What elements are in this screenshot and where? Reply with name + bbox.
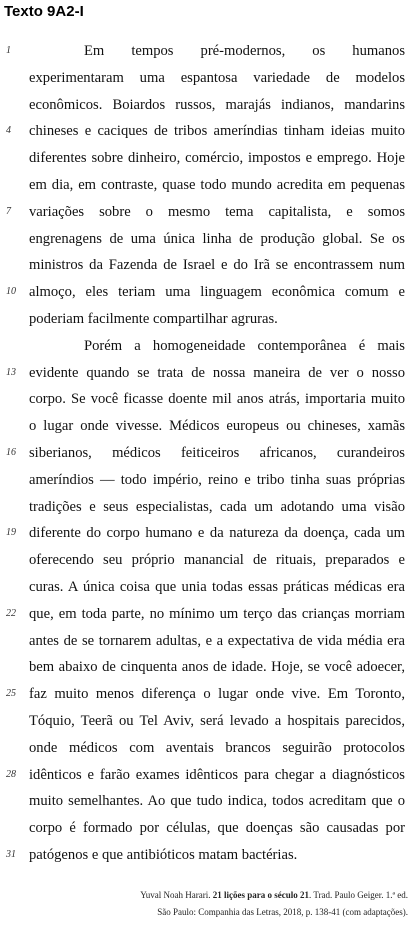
- line-number: 25: [6, 688, 16, 700]
- line-number: 19: [6, 527, 16, 539]
- line-text: bem abaixo de cinquenta anos de idade. Hoje, se você adoecer,: [29, 659, 405, 676]
- text-line: [0, 681, 413, 708]
- text-line: [0, 628, 413, 655]
- text-line: [0, 440, 413, 467]
- line-number: 1: [6, 45, 11, 56]
- line-text: poderiam facilmente compartilhar agruras.: [29, 310, 278, 327]
- line-number: 13: [6, 366, 16, 378]
- source-citation: [108, 887, 408, 921]
- text-line: [0, 279, 413, 306]
- line-text: diferentes sobre dinheiro, comércio, impostos e emprego. Hoje: [29, 150, 405, 167]
- text-line: [0, 199, 413, 226]
- line-number: 31: [6, 848, 16, 860]
- line-text: ministros da Fazenda de Israel e do Irã se encontrassem num: [29, 257, 405, 274]
- line-text: diferente do corpo humano e da natureza da doença, cada um: [29, 525, 405, 542]
- text-line: [0, 788, 413, 815]
- text-line: [0, 386, 413, 413]
- line-text: experimentaram uma espantosa variedade de modelos: [29, 69, 405, 86]
- source-edition: . Trad. Paulo Geiger. 1.ª ed.: [309, 890, 408, 900]
- line-text: que, em toda parte, no mínimo um terço das crianças morriam: [29, 605, 405, 622]
- line-text: Em tempos pré-modernos, os humanos: [84, 43, 405, 59]
- line-text: evidente quando se trata de nossa maneira de ver o nosso: [29, 364, 405, 381]
- text-line: [0, 306, 413, 333]
- text-line: [0, 92, 413, 119]
- line-text: econômicos. Boiardos russos, marajás indianos, mandarins: [29, 96, 405, 113]
- text-line: [0, 494, 413, 521]
- text-line: [0, 118, 413, 145]
- text-line: [0, 574, 413, 601]
- text-line: [0, 842, 413, 869]
- text-line: [0, 762, 413, 789]
- line-text: onde médicos com aventais brancos seguirão protocolos: [29, 739, 405, 756]
- line-text: engrenagens de uma única linha de produção global. Se os: [29, 230, 405, 247]
- line-text: corpo. Se você ficasse doente mil anos atrás, importaria muito: [29, 391, 405, 408]
- text-line: [0, 252, 413, 279]
- line-text: idênticos e farão exames idênticos para chegar a diagnósticos: [29, 766, 405, 783]
- text-line: [0, 547, 413, 574]
- text-line: [0, 226, 413, 253]
- line-text: ameríndios — todo império, reino e tribo tinha suas próprias: [29, 471, 405, 488]
- text-line: [0, 360, 413, 387]
- text-line: [0, 654, 413, 681]
- text-title: Texto 9A2-I: [4, 3, 84, 20]
- line-number: 22: [6, 607, 16, 619]
- line-text: oferecendo seu próprio manancial de rituais, preparados e: [29, 552, 405, 569]
- line-text: almoço, eles teriam uma linguagem econômica comum e: [29, 284, 405, 301]
- line-text: variações sobre o mesmo tema capitalista, e somos: [29, 203, 405, 220]
- text-line: [0, 413, 413, 440]
- source-book-title: 21 lições para o século 21: [212, 890, 310, 900]
- line-number: 4: [6, 125, 11, 137]
- text-line: [0, 172, 413, 199]
- line-text: antes de se tornarem adultas, e a expectativa de vida média era: [29, 632, 405, 649]
- line-text: muito semelhantes. Ao que tudo indica, todos acreditam que o: [29, 793, 405, 810]
- line-number: 16: [6, 446, 16, 458]
- text-line: [0, 708, 413, 735]
- line-text: tradições e seus especialistas, cada um adotando uma visão: [29, 498, 405, 515]
- line-text: siberianos, médicos feiticeiros africanos, curandeiros: [29, 444, 405, 461]
- line-text: patógenos e que antibióticos matam bactérias.: [29, 846, 298, 863]
- text-line: [0, 38, 413, 65]
- text-line: [0, 815, 413, 842]
- text-line: [0, 735, 413, 762]
- line-text: Tóquio, Teerã ou Tel Aviv, será levado a hospitais parecidos,: [29, 712, 405, 729]
- source-author: Yuval Noah Harari.: [140, 890, 211, 900]
- line-text: em dia, em contraste, quase todo mundo acredita em pequenas: [29, 176, 405, 193]
- text-body: [0, 38, 413, 869]
- line-number: 7: [6, 205, 11, 217]
- line-number: 28: [6, 768, 16, 780]
- line-text: Porém a homogeneidade contemporânea é mais: [84, 337, 405, 354]
- source-publisher: São Paulo: Companhia das Letras, 2018, p. 138-41 (com adaptações).: [157, 907, 408, 917]
- text-line: [0, 65, 413, 92]
- text-line: [0, 333, 413, 360]
- text-line: [0, 145, 413, 172]
- line-text: o lugar onde vivesse. Médicos europeus ou chineses, xamãs: [29, 418, 405, 435]
- line-number: 10: [6, 286, 16, 298]
- line-text: curas. A única coisa que unia todas essas práticas médicas era: [29, 578, 405, 595]
- line-text: corpo é formado por células, que doenças são causadas por: [29, 820, 405, 837]
- line-text: faz muito menos diferença o lugar onde vive. Em Toronto,: [29, 686, 405, 703]
- line-text: chineses e caciques de tribos ameríndias tinham ideias muito: [29, 123, 405, 140]
- text-line: [0, 520, 413, 547]
- text-line: [0, 467, 413, 494]
- text-line: [0, 601, 413, 628]
